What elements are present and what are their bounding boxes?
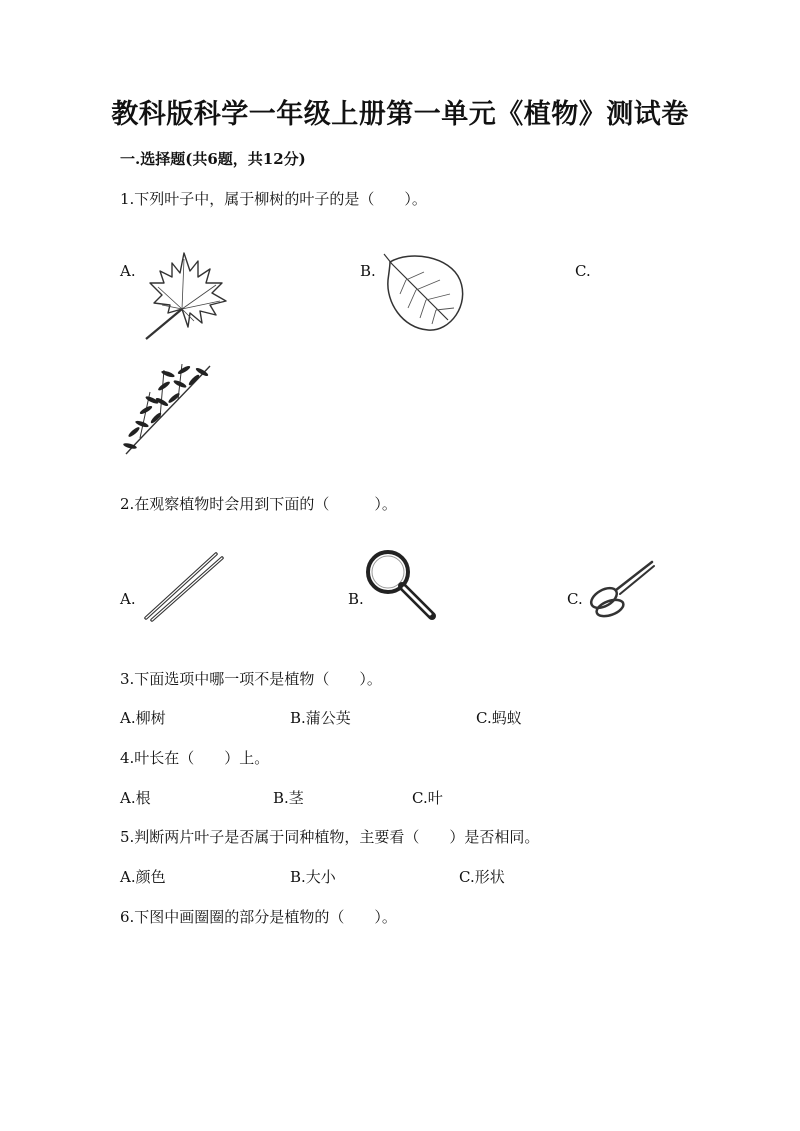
- q5-option-a: A.颜色: [120, 868, 166, 886]
- q1-option-c-label: C.: [575, 262, 591, 280]
- q1-option-a-label: A.: [120, 262, 136, 280]
- question-6: 6.下图中画圈圈的部分是植物的（ ）。: [120, 908, 397, 926]
- q5-option-b: B.大小: [290, 868, 336, 886]
- q4-option-b: B.茎: [273, 789, 304, 807]
- q3-option-b: B.蒲公英: [290, 709, 351, 727]
- q1-option-b-label: B.: [360, 262, 376, 280]
- round-leaf-icon: [380, 250, 470, 335]
- magnifying-glass-icon: [364, 548, 444, 623]
- page-title: 教科版科学一年级上册第一单元《植物》测试卷: [111, 99, 689, 130]
- q3-option-c: C.蚂蚁: [476, 709, 522, 727]
- chopsticks-icon: [142, 548, 227, 623]
- q2-option-b-label: B.: [348, 590, 364, 608]
- q2-option-c-label: C.: [567, 590, 583, 608]
- q3-option-a: A.柳树: [120, 709, 166, 727]
- question-5: 5.判断两片叶子是否属于同种植物，主要看（ ）是否相同。: [120, 828, 540, 846]
- section-heading: 一.选择题(共6题，共12分): [120, 150, 306, 168]
- q4-option-c: C.叶: [412, 789, 443, 807]
- question-4: 4.叶长在（ ）上。: [120, 749, 270, 767]
- question-2: 2.在观察植物时会用到下面的（ ）。: [120, 495, 397, 513]
- question-1: 1.下列叶子中，属于柳树的叶子的是（ ）。: [120, 190, 427, 208]
- willow-branch-icon: [120, 358, 215, 458]
- q4-option-a: A.根: [120, 789, 151, 807]
- maple-leaf-icon: [138, 243, 238, 343]
- q2-option-a-label: A.: [120, 590, 136, 608]
- scissors-icon: [586, 560, 656, 622]
- q5-option-c: C.形状: [459, 868, 505, 886]
- question-3: 3.下面选项中哪一项不是植物（ ）。: [120, 670, 382, 688]
